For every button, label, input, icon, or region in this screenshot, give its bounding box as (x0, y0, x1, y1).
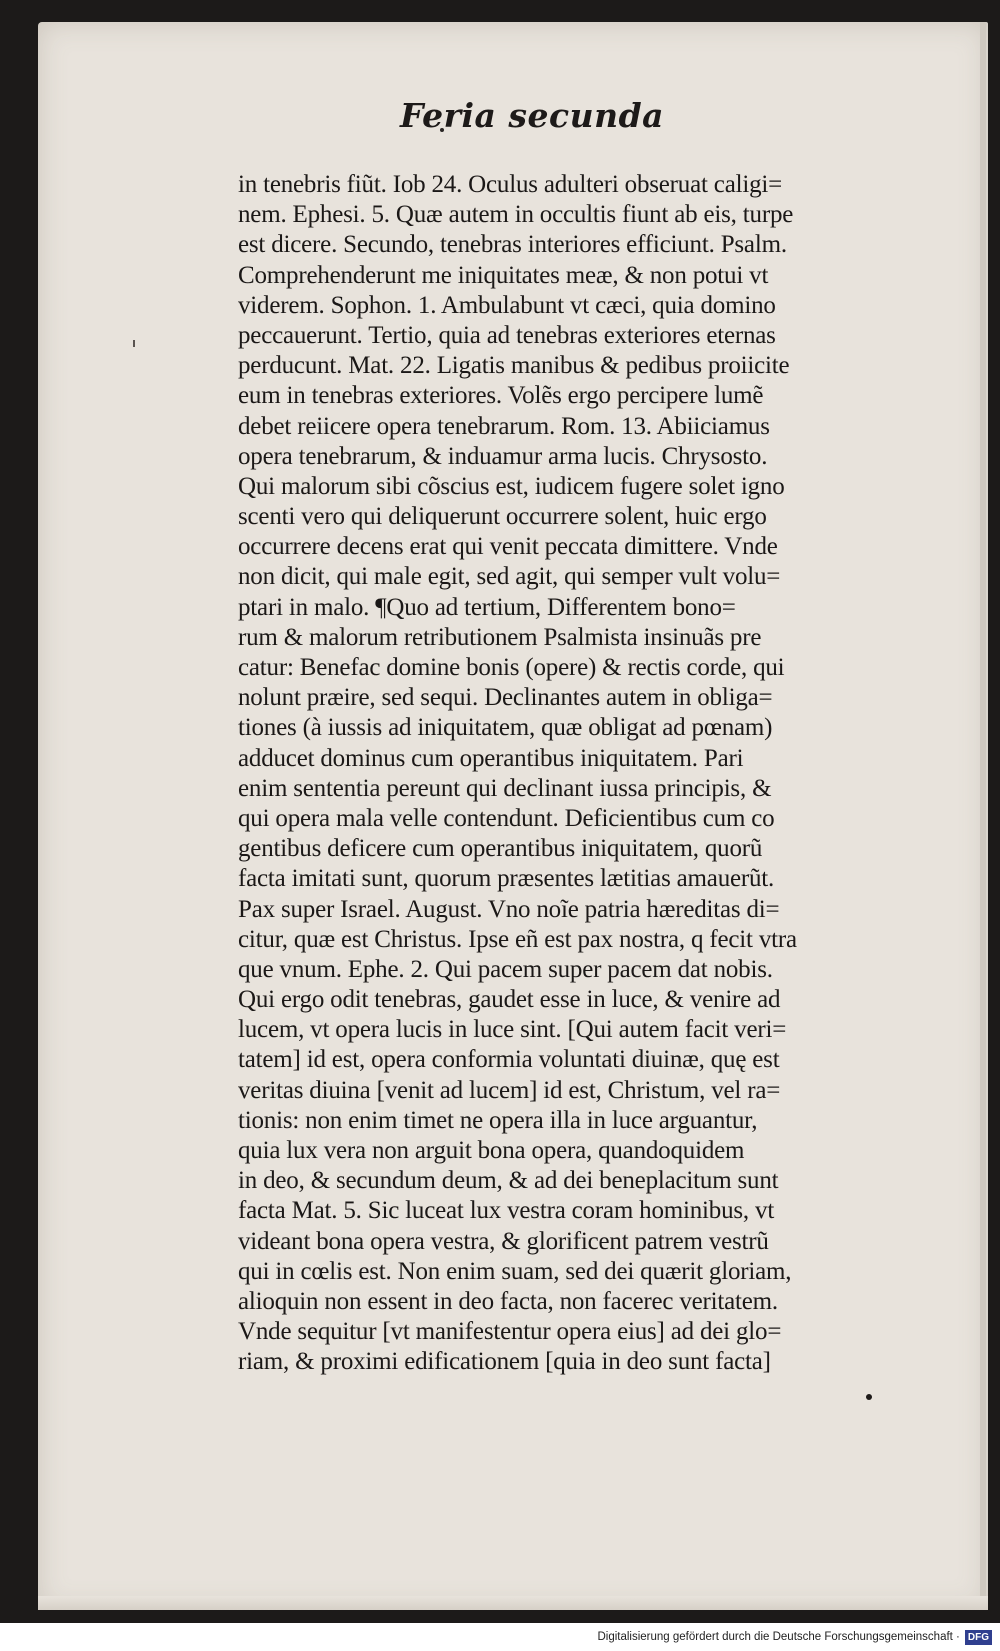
running-head: Feria secunda (400, 96, 665, 135)
text-line: citur, quæ est Christus. Ipse eñ est pax nostra, q fecit vtra (238, 925, 797, 953)
text-line: qui in cœlis est. Non enim suam, sed dei quærit gloriam, (238, 1257, 792, 1285)
text-line: videant bona opera vestra, & glorificent patrem vestrũ (238, 1227, 769, 1255)
text-line: alioquin non essent in deo facta, non facerec veritatem. (238, 1287, 778, 1315)
text-line: occurrere decens erat qui venit peccata dimittere. Vnde (238, 533, 778, 561)
digitization-credit (597, 1627, 992, 1647)
text-line: non dicit, qui male egit, sed agit, qui semper vult volu= (238, 563, 781, 591)
text-line: in tenebris fiũt. Iob 24. Oculus adulteri obseruat caligi= (238, 171, 783, 198)
text-line: gentibus deficere cum operantibus iniquitatem, quorũ (238, 835, 763, 863)
text-line: Pax super Israel. August. Vno noĩe patria hæreditas di= (238, 895, 780, 923)
text-line: est dicere. Secundo, tenebras interiores efficiunt. Psalm. (238, 231, 787, 259)
body-text (238, 170, 900, 1378)
text-line: veritas diuina [venit ad lucem] id est, Christum, vel ra= (238, 1076, 781, 1104)
text-line: enim sententia pereunt qui declinant iussa principis, & (238, 774, 772, 802)
dfg-logo: DFG (965, 1630, 992, 1645)
text-line: tionis: non enim timet ne opera illa in luce arguantur, (238, 1106, 758, 1134)
text-line: riam, & proximi edificationem [quia in deo sunt facta] (238, 1348, 771, 1376)
text-line: ptari in malo. ¶Quo ad tertium, Differentem bono= (238, 593, 736, 621)
text-line: Qui ergo odit tenebras, gaudet esse in luce, & venire ad (238, 986, 781, 1014)
page-edge (980, 22, 986, 1610)
text-line: scenti vero qui deliquerunt occurrere solent, huic ergo (238, 503, 767, 531)
credit-text: Digitalisierung gefördert durch die Deutsche Forschungsgemeinschaft · (597, 1631, 960, 1643)
text-line: que vnum. Ephe. 2. Qui pacem super pacem dat nobis. (238, 955, 773, 983)
text-line: eum in tenebras exteriores. Volẽs ergo percipere lumẽ (238, 382, 764, 410)
text-line: Qui malorum sibi cõscius est, iudicem fugere solet igno (238, 472, 785, 500)
text-line: tiones (à iussis ad iniquitatem, quæ obligat ad pœnam) (238, 714, 773, 742)
text-line: tatem] id est, opera conformia voluntati diuinæ, quę est (238, 1046, 780, 1074)
text-line: catur: Benefac domine bonis (opere) & rectis corde, qui (238, 654, 785, 681)
text-line: Vnde sequitur [vt manifestentur opera eius] ad dei glo= (238, 1318, 782, 1346)
text-line: nem. Ephesi. 5. Quæ autem in occultis fiunt ab eis, turpe (238, 201, 794, 229)
text-line: peccauerunt. Tertio, quia ad tenebras exteriores eternas (238, 321, 776, 349)
text-line: nolunt præire, sed sequi. Declinantes autem in obliga= (238, 684, 773, 712)
text-line: lucem, vt opera lucis in luce sint. [Qui autem facit veri= (238, 1016, 787, 1044)
end-mark (866, 1394, 872, 1400)
text-line: in deo, & secundum deum, & ad dei beneplacitum sunt (238, 1167, 779, 1195)
text-line: facta imitati sunt, quorum præsentes lætitias amauerũt. (238, 865, 775, 893)
text-line: Comprehenderunt me iniquitates meæ, & non potui vt (238, 261, 769, 289)
text-line: rum & malorum retributionem Psalmista insinuãs pre (238, 623, 762, 651)
text-line: adducet dominus cum operantibus iniquitatem. Pari (238, 744, 744, 772)
margin-mark (133, 340, 135, 347)
text-line: viderem. Sophon. 1. Ambulabunt vt cæci, quia domino (238, 291, 776, 319)
text-line: perducunt. Mat. 22. Ligatis manibus & pedibus proiicite (238, 352, 790, 380)
page-bottom-edge (38, 1596, 988, 1610)
text-line: qui opera mala velle contendunt. Deficientibus cum co (238, 804, 775, 832)
text-line: facta Mat. 5. Sic luceat lux vestra coram hominibus, vt (238, 1197, 775, 1225)
text-line: opera tenebrarum, & induamur arma lucis. Chrysosto. (238, 442, 768, 470)
text-line: debet reiicere opera tenebrarum. Rom. 13. Abiiciamus (238, 412, 770, 440)
text-line: quia lux vera non arguit bona opera, quandoquidem (238, 1137, 745, 1164)
